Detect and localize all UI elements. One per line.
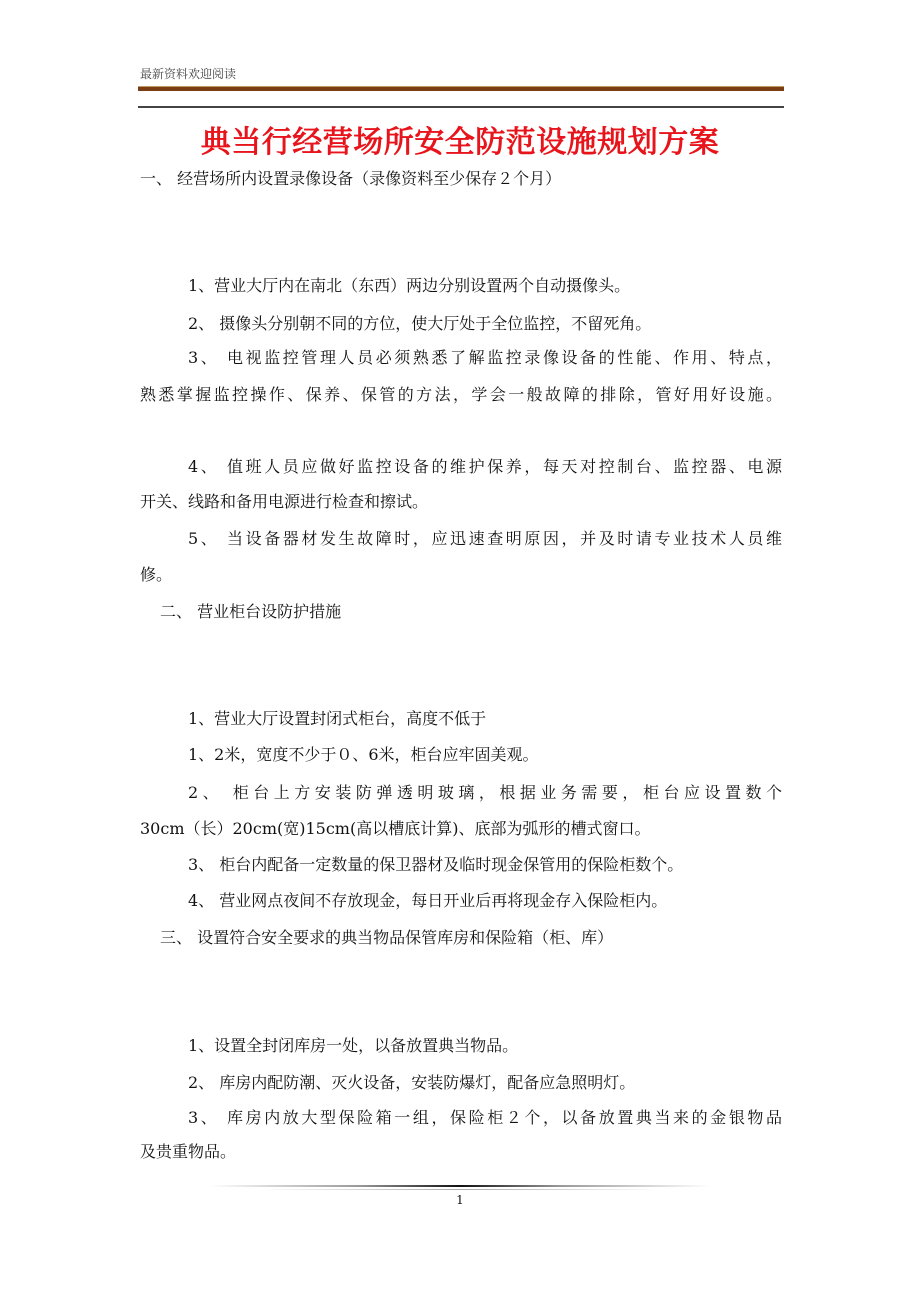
document-title: 典当行经营场所安全防范设施规划方案 <box>200 125 720 160</box>
header-rule <box>138 86 784 91</box>
paragraph-line: 1、营业大厅设置封闭式柜台，高度不低于 <box>188 709 487 728</box>
paragraph-line: 开关、线路和备用电源进行检查和擦试。 <box>140 492 429 511</box>
paragraph-line: 30cm（长）20cm(宽)15cm(高以槽底计算)、底部为弧形的槽式窗口。 <box>140 819 651 838</box>
paragraph-line: 4、 营业网点夜间不存放现金，每日开业后再将现金存入保险柜内。 <box>188 891 668 910</box>
paragraph-line: 2、 摄像头分别朝不同的方位，使大厅处于全位监控，不留死角。 <box>188 314 652 333</box>
header-divider <box>138 106 784 108</box>
running-header: 最新资料欢迎阅读 <box>140 67 237 81</box>
paragraph-line: 1、营业大厅内在南北（东西）两边分别设置两个自动摄像头。 <box>188 276 631 295</box>
section-heading: 一、 经营场所内设置录像设备（录像资料至少保存２个月） <box>140 169 562 188</box>
paragraph-line: 3、 电视监控管理人员必须熟悉了解监控录像设备的性能、作用、特点， <box>188 348 782 367</box>
paragraph-line: 3、 库房内放大型保险箱一组，保险柜２个，以备放置典当来的金银物品 <box>188 1108 782 1127</box>
footer-rule <box>210 1185 710 1187</box>
section-heading: 二、 营业柜台设防护措施 <box>160 602 342 621</box>
paragraph-line: 及贵重物品。 <box>140 1142 237 1161</box>
page-number: 1 <box>456 1193 464 1207</box>
paragraph-line: 4、 值班人员应做好监控设备的维护保养，每天对控制台、监控器、电源 <box>188 457 782 476</box>
section-heading: 三、 设置符合安全要求的典当物品保管库房和保险箱（柜、库） <box>160 928 614 947</box>
paragraph-line: 2、 库房内配防潮、灭火设备，安装防爆灯，配备应急照明灯。 <box>188 1073 636 1092</box>
paragraph-line: 1、设置全封闭库房一处，以备放置典当物品。 <box>188 1036 519 1055</box>
paragraph-line: 5、 当设备器材发生故障时，应迅速查明原因，并及时请专业技术人员维 <box>188 529 782 548</box>
paragraph-line: 修。 <box>140 565 173 584</box>
paragraph-line: 2、 柜台上方安装防弹透明玻璃，根据业务需要，柜台应设置数个 <box>188 783 782 802</box>
footer-rule-secondary <box>260 1189 660 1190</box>
paragraph-line: 1、2米，宽度不少于０、6米，柜台应牢固美观。 <box>188 745 539 764</box>
paragraph-line: 3、 柜台内配备一定数量的保卫器材及临时现金保管用的保险柜数个。 <box>188 855 684 874</box>
paragraph-line: 熟悉掌握监控操作、保养、保管的方法，学会一般故障的排除，管好用好设施。 <box>140 385 782 404</box>
